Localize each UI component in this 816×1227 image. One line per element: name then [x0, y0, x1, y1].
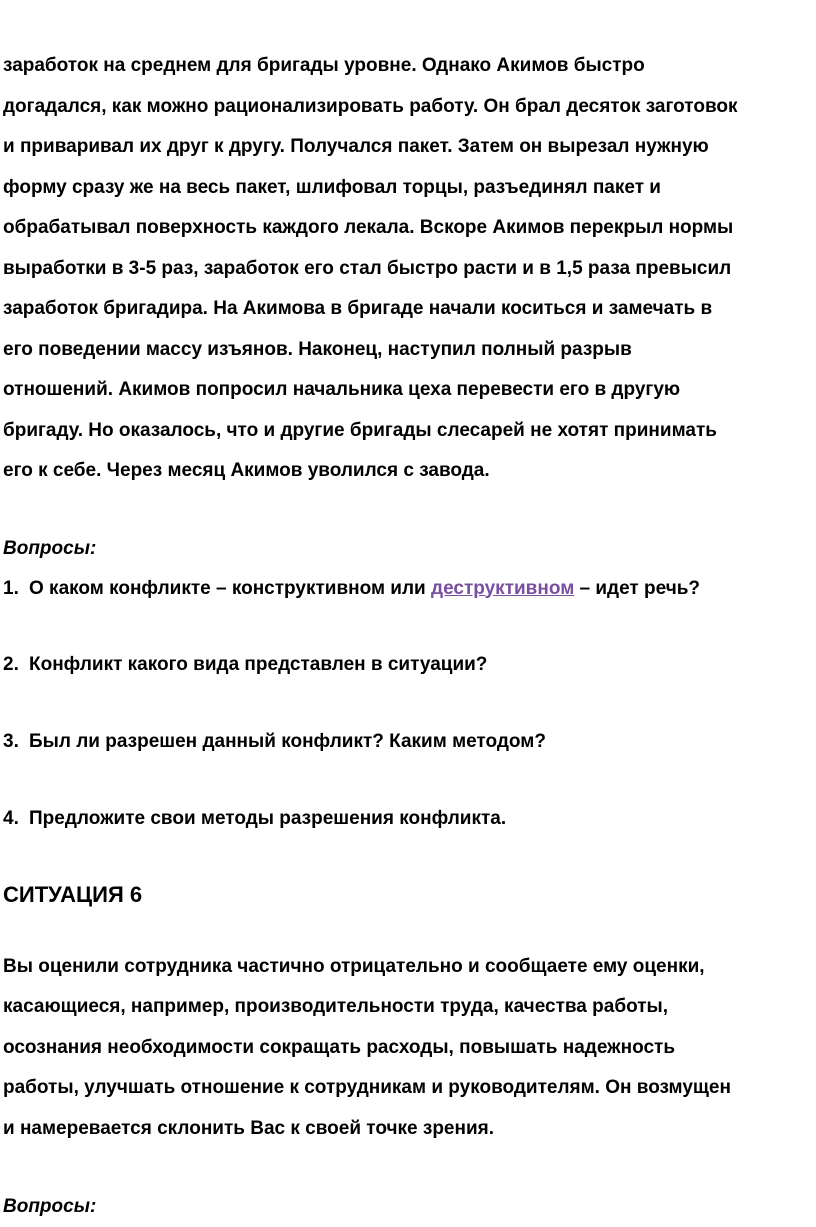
text-line: заработок бригадира. На Акимова в бригаде начали коситься и замечать в [3, 298, 713, 319]
text-line: Вы оценили сотрудника частично отрицательно и сообщаете ему оценки, [3, 955, 705, 977]
text-line: работы, улучшать отношение к сотрудникам и руководителям. Он возмущен [3, 1077, 731, 1098]
question-text: Был ли разрешен данный конфликт? Каким методом? [29, 730, 546, 752]
question-number: 2. [3, 653, 19, 675]
question-text: Предложите свои методы разрешения конфликта. [29, 807, 507, 829]
question-item [3, 722, 816, 762]
text-line: отношений. Акимов попросил начальника цеха перевести его в другую [3, 379, 681, 400]
question-text: О каком конфликте – конструктивном или [29, 577, 432, 599]
text-line: догадался, как можно рационализировать работу. Он брал десяток заготовок [3, 95, 738, 117]
section-title: СИТУАЦИЯ 6 [3, 881, 143, 907]
question-number: 1. [3, 577, 19, 599]
document-page [3, 46, 816, 1227]
text-line: касающиеся, например, производительности труда, качества работы, [3, 996, 669, 1017]
text-line: заработок на среднем для бригады уровне. Однако Акимов быстро [3, 55, 645, 76]
paragraph-situation-5 [3, 46, 816, 492]
text-line: бригаду. Но оказалось, что и другие бригады слесарей не хотят принимать [3, 419, 717, 441]
question-number: 3. [3, 730, 19, 752]
text-line: и намеревается склонить Вас к своей точке зрения. [3, 1117, 495, 1139]
text-line: осознания необходимости сокращать расходы, повышать надежность [3, 1036, 676, 1058]
question-item [3, 645, 816, 685]
question-text: Конфликт какого вида представлен в ситуации? [29, 653, 488, 675]
glossary-link[interactable]: деструктивном [431, 577, 575, 599]
text-line: обрабатывал поверхность каждого лекала. Вскоре Акимов перекрыл нормы [3, 217, 734, 238]
paragraph-situation-6 [3, 947, 816, 1150]
text-line: и приваривал их друг к другу. Получался пакет. Затем он вырезал нужную [3, 136, 709, 157]
text-line: форму сразу же на весь пакет, шлифовал торцы, разъединял пакет и [3, 176, 661, 198]
text-line: выработки в 3-5 раз, заработок его стал быстро расти и в 1,5 раза превысил [3, 257, 732, 279]
questions-heading: Вопросы: [3, 537, 97, 559]
question-item [3, 569, 816, 609]
text-line: его поведении массу изъянов. Наконец, наступил полный разрыв [3, 338, 632, 360]
question-item [3, 799, 816, 839]
text-line: его к себе. Через месяц Акимов уволился с завода. [3, 460, 490, 481]
question-text: – идет речь? [574, 577, 701, 599]
questions-heading: Вопросы: [3, 1196, 97, 1217]
question-number: 4. [3, 807, 19, 829]
